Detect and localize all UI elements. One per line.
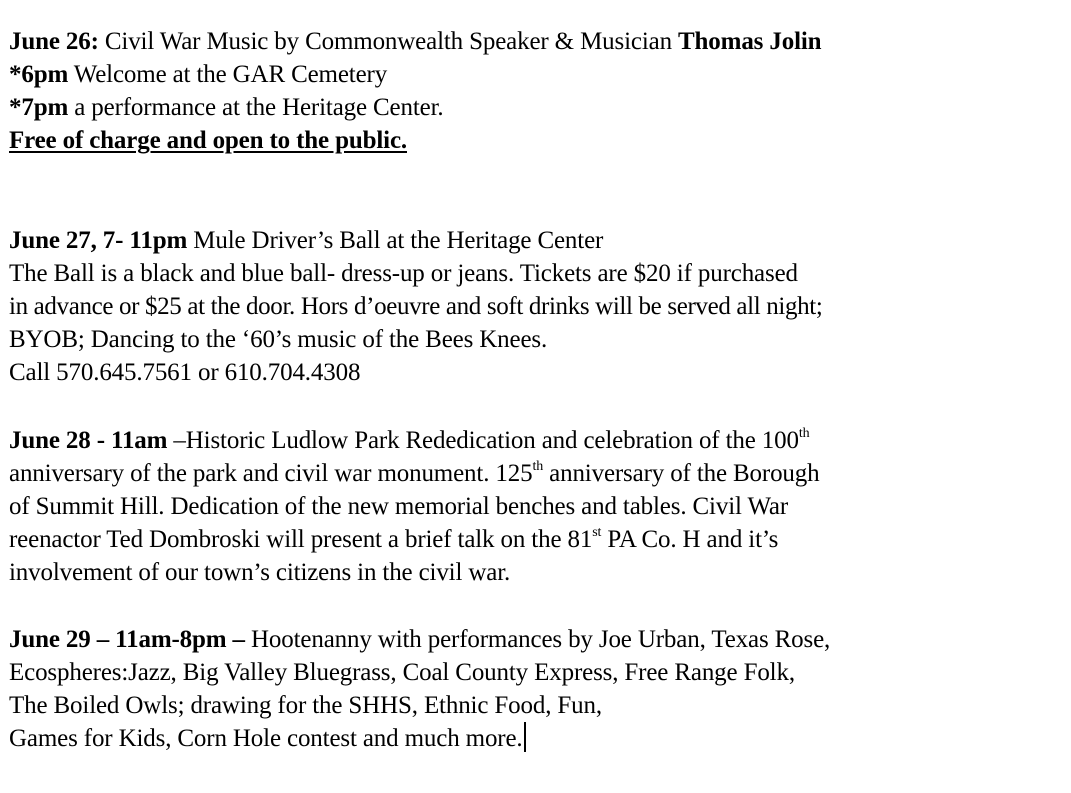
free-admission-notice: Free of charge and open to the public.	[9, 127, 407, 154]
event-june-29-heading	[9, 623, 830, 656]
time-label: *6pm	[9, 61, 69, 88]
event-june-27-line-4: BYOB; Dancing to the ‘60’s music of the Bees Knees.	[9, 326, 548, 353]
text-segment: anniversary of the Borough	[543, 460, 820, 487]
text-segment: reenactor Ted Dombroski will present a brief talk on the 81	[9, 526, 593, 553]
event-june-26-notice	[9, 124, 407, 157]
ordinal-suffix: st	[592, 524, 602, 540]
event-june-27-heading	[9, 224, 603, 257]
event-description: –Historic Ludlow Park Rededication and celebration of the 100	[167, 427, 799, 454]
time-description: Welcome at the GAR Cemetery	[68, 61, 388, 88]
text-segment: PA Co. H and it’s	[601, 526, 779, 553]
event-description: Hootenanny with performances by Joe Urban, Texas Rose,	[244, 626, 831, 653]
ordinal-suffix: th	[798, 425, 810, 441]
event-june-26-heading	[9, 25, 821, 58]
event-june-28-line-5: involvement of our town’s citizens in the civil war.	[9, 559, 511, 586]
ordinal-suffix: th	[532, 458, 544, 474]
event-june-26-time-1	[9, 58, 387, 91]
event-june-27-line-3: in advance or $25 at the door. Hors d’oeuvre and soft drinks will be served all night;	[9, 293, 823, 320]
event-june-28-line-2	[9, 457, 819, 490]
event-date: June 27, 7- 11pm	[9, 227, 188, 254]
event-description: Civil War Music by Commonwealth Speaker & Musician	[98, 28, 679, 55]
text-segment: anniversary of the park and civil war monument. 125	[9, 460, 533, 487]
event-june-26-time-2	[9, 91, 444, 124]
text-segment: Games for Kids, Corn Hole contest and much more.	[9, 725, 523, 752]
performer-name: Thomas Jolin	[678, 28, 822, 55]
event-june-27-line-2: The Ball is a black and blue ball- dress-up or jeans. Tickets are $20 if purchased	[9, 260, 798, 287]
event-june-28-line-4	[9, 523, 778, 556]
event-date: June 28 - 11am	[9, 427, 168, 454]
event-date: June 29 – 11am-8pm –	[9, 626, 245, 653]
event-june-29-line-2: Ecospheres:Jazz, Big Valley Bluegrass, Coal County Express, Free Range Folk,	[9, 659, 795, 686]
event-june-28-line-3: of Summit Hill. Dedication of the new memorial benches and tables. Civil War	[9, 493, 789, 520]
event-june-27-phone: Call 570.645.7561 or 610.704.4308	[9, 359, 361, 386]
time-label: *7pm	[9, 94, 69, 121]
event-june-29-line-4	[9, 722, 526, 755]
event-title: Mule Driver’s Ball at the Heritage Center	[187, 227, 604, 254]
event-date: June 26:	[9, 28, 99, 55]
event-june-28-heading	[9, 424, 809, 457]
event-june-29-line-3: The Boiled Owls; drawing for the SHHS, Ethnic Food, Fun,	[9, 692, 602, 719]
text-cursor	[524, 722, 526, 752]
time-description: a performance at the Heritage Center.	[68, 94, 444, 121]
